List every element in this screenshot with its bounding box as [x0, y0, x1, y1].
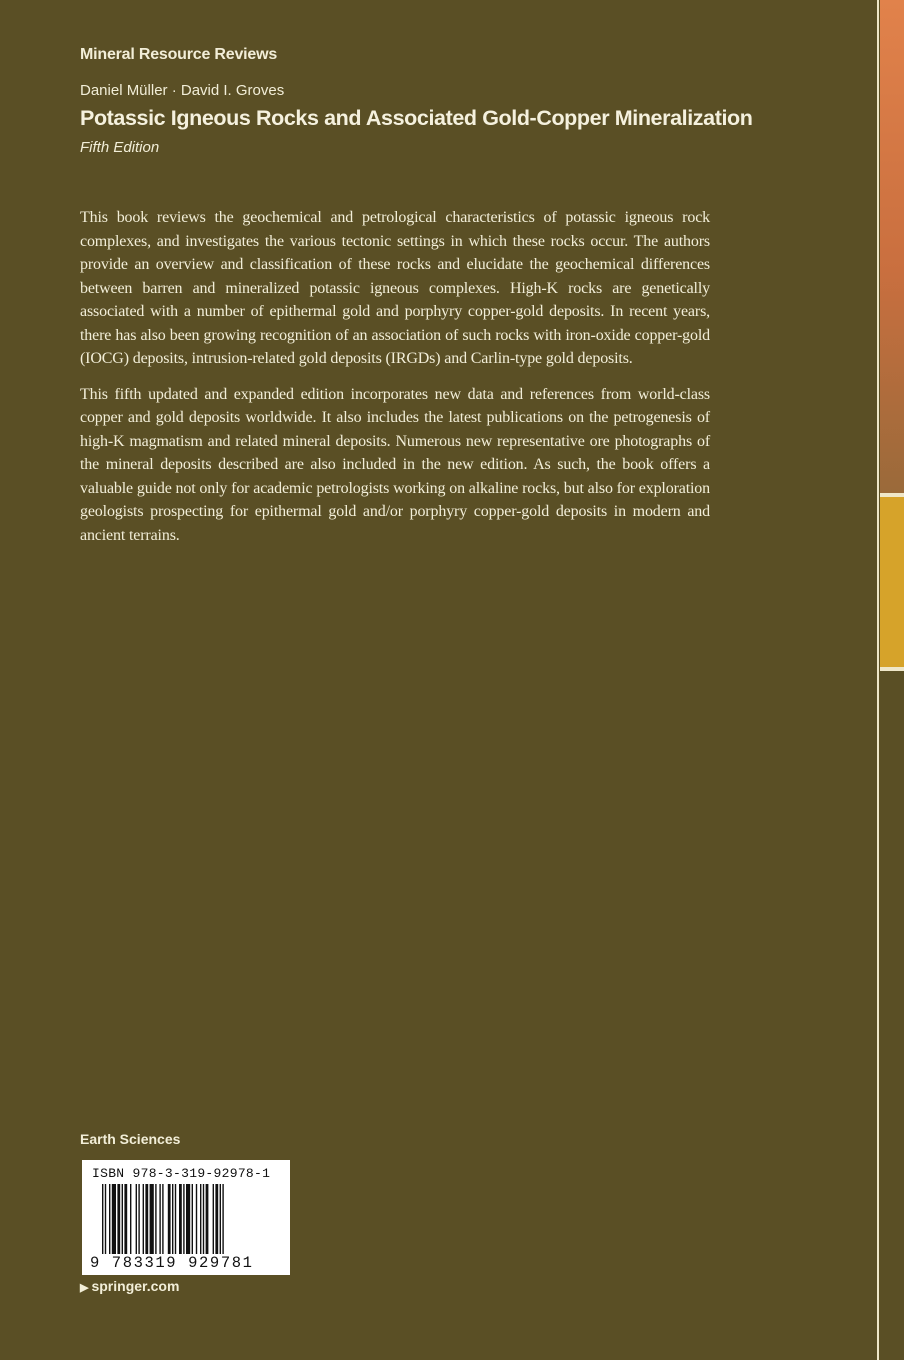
website-label: springer.com: [91, 1278, 180, 1294]
barcode-bar: [196, 1184, 197, 1254]
barcode-bar: [168, 1184, 171, 1254]
isbn-barcode: [82, 1160, 290, 1275]
color-stripe-gold: [880, 497, 904, 667]
color-stripe-orange: [880, 0, 904, 493]
barcode-bars: [102, 1184, 270, 1254]
book-title: Potassic Igneous Rocks and Associated Gold-Copper Mineralization: [80, 106, 753, 130]
barcode-bar: [206, 1184, 209, 1254]
edition: Fifth Edition: [80, 139, 160, 156]
subject-category: Earth Sciences: [80, 1131, 181, 1147]
barcode-bar: [109, 1184, 110, 1254]
barcode-bar: [122, 1184, 123, 1254]
barcode-bar: [186, 1184, 190, 1254]
barcode-bar: [102, 1184, 103, 1254]
series-title: Mineral Resource Reviews: [80, 46, 278, 63]
isbn-label: ISBN 978-3-319-92978-1: [92, 1166, 271, 1181]
blurb-paragraph: This fifth updated and expanded edition incorporates new data and references from world-class copper and gold deposits worldwide. It also includes the latest publications on the petrogenesis of high-K magmatism and related mineral deposits. Numerous new representative ore photographs of the mineral deposits described are also included in the new edition. As such, the book offers a valuable guide not only for academic petrologists working on alkaline rocks, but also for exploration geologists prospecting for epithermal gold and/or porphyry copper-gold deposits in modern and ancient terrains.: [80, 385, 710, 544]
publisher-website: [80, 1278, 179, 1294]
barcode-bar: [145, 1184, 148, 1254]
barcode-bar: [175, 1184, 176, 1254]
blurb-paragraph: This book reviews the geochemical and petrological characteristics of potassic igneous rock complexes, and investigates the various tectonic settings in which these rocks occur. The authors provide an overview and classification of these rocks and elucidate the geochemical differences between barren and mineralized potassic igneous complexes. High-K rocks are genetically associated with a number of epithermal gold and porphyry copper-gold deposits. In recent years, there has also been growing recognition of an association of such rocks with iron-oxide copper-gold (IOCG) deposits, intrusion-related gold deposits (IRGDs) and Carlin-type gold deposits.: [80, 209, 710, 367]
authors: Daniel Müller · David I. Groves: [80, 82, 285, 99]
barcode-bar: [213, 1184, 214, 1254]
barcode-bar: [220, 1184, 221, 1254]
barcode-bar: [130, 1184, 131, 1254]
arrow-icon: ▶: [80, 1282, 89, 1294]
barcode-bar: [124, 1184, 127, 1254]
barcode-bar: [112, 1184, 116, 1254]
barcode-bar: [203, 1184, 204, 1254]
barcode-bar: [143, 1184, 144, 1254]
barcode-bar: [172, 1184, 173, 1254]
barcode-bar: [222, 1184, 223, 1254]
barcode-bar: [150, 1184, 154, 1254]
barcode-bar: [136, 1184, 137, 1254]
barcode-bar: [138, 1184, 139, 1254]
barcode-bar: [215, 1184, 218, 1254]
barcode-bar: [105, 1184, 106, 1254]
barcode-bar: [179, 1184, 182, 1254]
blurb: [80, 206, 710, 559]
barcode-bar: [162, 1184, 163, 1254]
barcode-bar: [192, 1184, 193, 1254]
barcode-bar: [183, 1184, 184, 1254]
barcode-bar: [159, 1184, 160, 1254]
spine-divider-line: [877, 0, 879, 1360]
barcode-bar: [200, 1184, 201, 1254]
barcode-bar: [117, 1184, 120, 1254]
stripe-separator: [880, 667, 904, 671]
barcode-bar: [155, 1184, 156, 1254]
ean-digits: 9 783319 929781: [90, 1254, 254, 1272]
